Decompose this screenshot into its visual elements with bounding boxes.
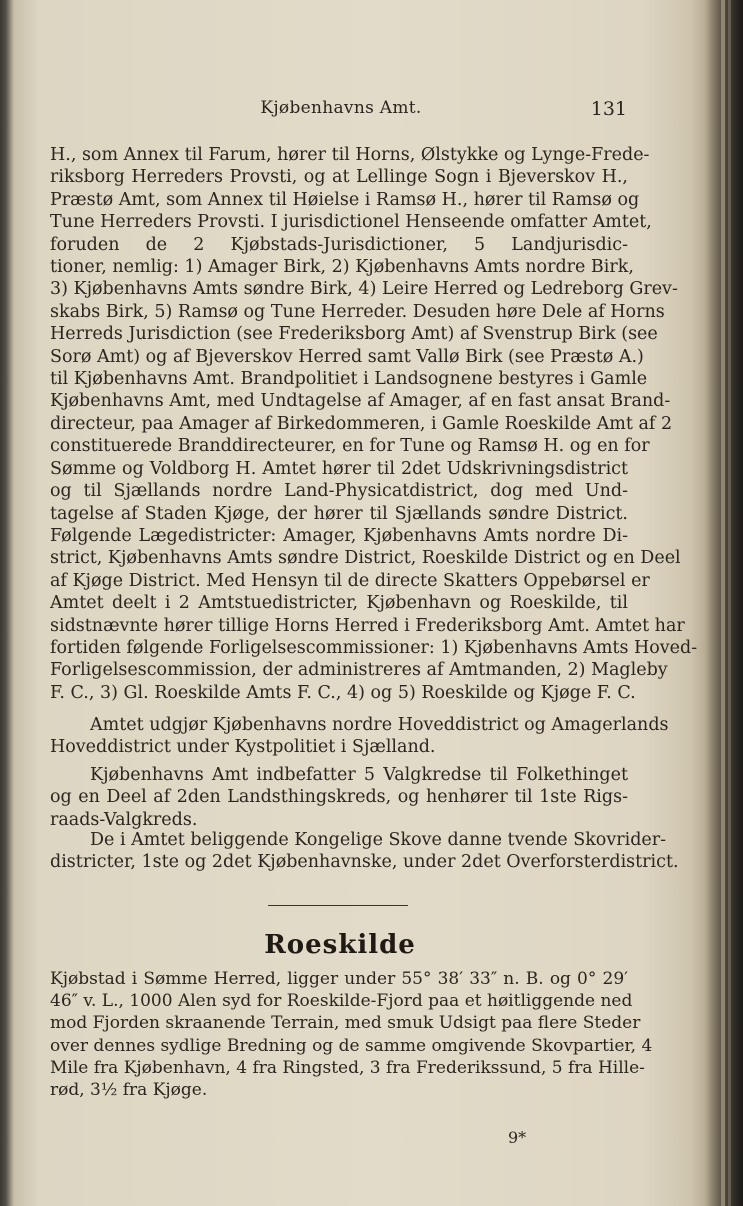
text-line: Kjøbenhavns Amt, med Undtagelse af Amager, af en fast ansat Brand-: [50, 391, 671, 412]
text-line: foruden de 2 Kjøbstads-Jurisdictioner, 5 Landjurisdic-: [50, 234, 628, 255]
running-header: [55, 98, 627, 122]
text-line: Mile fra Kjøbenhavn, 4 fra Ringsted, 3 fra Frederikssund, 5 fra Hille-: [50, 1057, 645, 1078]
text-line: Følgende Lægedistricter: Amager, Kjøbenhavns Amts nordre Di-: [50, 525, 628, 546]
text-line: til Kjøbenhavns Amt. Brandpolitiet i Landsognene bestyres i Gamle: [50, 369, 648, 390]
page-number: 131: [590, 98, 627, 120]
text-line: fortiden følgende Forligelsescommissioner: 1) Kjøbenhavns Amts Hoved-: [50, 637, 698, 658]
text-line: Forligelsescommission, der administreres af Amtmanden, 2) Magleby: [50, 660, 668, 681]
page-edge: [721, 0, 725, 1206]
text-line: Amtet deelt i 2 Amtstuedistricter, Kjøbenhavn og Roeskilde, til: [50, 593, 628, 614]
text-line: riksborg Herreders Provsti, og at Lellinge Sogn i Bjeverskov H.,: [50, 167, 628, 188]
text-line: constituerede Branddirecteurer, en for Tune og Ramsø H. og en for: [50, 436, 650, 457]
text-line: De i Amtet beliggende Kongelige Skove danne tvende Skovrider-: [90, 830, 667, 850]
text-line: Tune Herreders Provsti. I jurisdictionel Henseende omfatter Amtet,: [50, 212, 652, 233]
text-line: directeur, paa Amager af Birkedommeren, i Gamle Roeskilde Amt af 2: [50, 413, 673, 434]
section-heading: Roeskilde: [264, 930, 416, 960]
text-line: 46″ v. L., 1000 Alen syd for Roeskilde-Fjord paa et høitliggende ned: [50, 991, 633, 1012]
text-line: Amtet udgjør Kjøbenhavns nordre Hoveddistrict og Amagerlands: [90, 715, 669, 735]
text-line: Herreds Jurisdiction (see Frederiksborg Amt) af Svenstrup Birk (see: [50, 324, 658, 345]
text-line: og til Sjællands nordre Land-Physicatdistrict, dog med Und-: [50, 481, 628, 502]
paragraph-coast-police: [50, 714, 669, 759]
paragraph-electoral: [50, 764, 628, 831]
text-line: Kjøbstad i Sømme Herred, ligger under 55° 38′ 33″ n. B. og 0° 29′: [50, 969, 628, 989]
text-line: tioner, nemlig: 1) Amager Birk, 2) Kjøbenhavns Amts nordre Birk,: [50, 257, 634, 278]
text-line: af Kjøge District. Med Hensyn til de directe Skatters Oppebørsel er: [50, 570, 650, 591]
signature-mark: 9*: [508, 1128, 527, 1147]
text-line: raads-Valgkreds.: [50, 809, 198, 830]
running-title: Kjøbenhavns Amt.: [260, 98, 422, 118]
text-line: H., som Annex til Farum, hører til Horns, Ølstykke og Lynge-Frede-: [50, 145, 650, 165]
text-line: Kjøbenhavns Amt indbefatter 5 Valgkredse til Folkethinget: [90, 765, 628, 785]
paragraph-jurisdiction: [50, 144, 698, 704]
text-line: Hoveddistrict under Kystpolitiet i Sjælland.: [50, 737, 436, 758]
text-line: strict, Kjøbenhavns Amts søndre District, Roeskilde District og en Deel: [50, 548, 681, 569]
paragraph-roeskilde: [50, 968, 653, 1101]
text-line: mod Fjorden skraanende Terrain, med smuk Udsigt paa flere Steder: [50, 1013, 641, 1034]
text-line: F. C., 3) Gl. Roeskilde Amts F. C., 4) og 5) Roeskilde og Kjøge F. C.: [50, 682, 636, 703]
text-line: 3) Kjøbenhavns Amts søndre Birk, 4) Leire Herred og Ledreborg Grev-: [50, 279, 678, 300]
text-line: districter, 1ste og 2det Kjøbenhavnske, under 2det Overforsterdistrict.: [50, 852, 679, 873]
text-line: sidstnævnte hører tillige Horns Herred i Frederiksborg Amt. Amtet har: [50, 615, 685, 636]
text-line: over dennes sydlige Bredning og de samme omgivende Skovpartier, 4: [50, 1035, 653, 1056]
text-line: og en Deel af 2den Landsthingskreds, og henhører til 1ste Rigs-: [50, 787, 628, 808]
text-line: Præstø Amt, som Annex til Høielse i Ramsø H., hører til Ramsø og: [50, 189, 640, 210]
text-line: Sømme og Voldborg H. Amtet hører til 2det Udskrivningsdistrict: [50, 458, 628, 479]
text-line: tagelse af Staden Kjøge, der hører til Sjællands søndre District.: [50, 503, 628, 524]
paragraph-forests: [50, 829, 679, 874]
text-line: rød, 3½ fra Kjøge.: [50, 1080, 208, 1101]
text-line: skabs Birk, 5) Ramsø og Tune Herreder. Desuden høre Dele af Horns: [50, 301, 665, 322]
page-edge-shadow: [728, 0, 731, 1206]
section-divider: [268, 905, 408, 906]
text-line: Sorø Amt) og af Bjeverskov Herred samt Vallø Birk (see Præstø A.): [50, 346, 644, 367]
